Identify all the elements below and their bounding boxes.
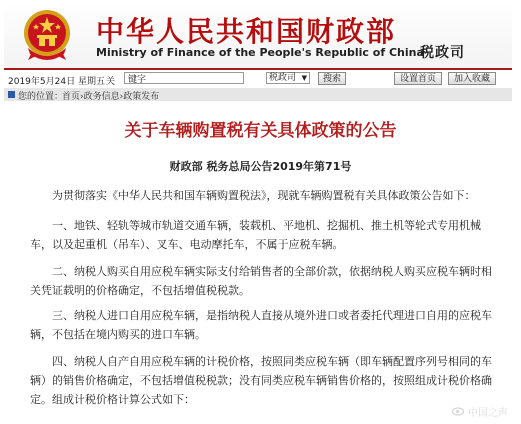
location-icon <box>8 91 15 98</box>
watermark-text: 中国之声 <box>468 408 508 419</box>
article-title: 关于车辆购置税有关具体政策的公告 <box>124 121 397 141</box>
article-paragraph: 二、纳税人购买自用应税车辆实际支付给销售者的全部价款，依据纳税人购买应税车辆时相关凭证载明的价格确定，不包括增值税税款。 <box>30 265 492 297</box>
breadcrumb-prefix: 您的位置： <box>18 92 64 102</box>
chevron-down-icon: ▼ <box>301 74 307 82</box>
article-paragraph: 一、地铁、轻轨等城市轨道交通车辆，装载机、平地机、挖掘机、推土机等轮式专用机械车，以及起重机（吊车）、叉车、电动摩托车，不属于应税车辆。 <box>30 219 481 251</box>
search-label: 关 <box>106 77 116 87</box>
national-emblem-icon <box>22 8 72 62</box>
set-homepage-button[interactable]: 设置首页 <box>394 72 442 85</box>
add-favorite-button[interactable]: 加入收藏 <box>448 72 496 85</box>
weibo-icon <box>452 404 465 416</box>
header-divider <box>4 68 512 70</box>
document-number: 财政部 税务总局公告2019年第71号 <box>169 160 352 173</box>
search-button[interactable]: 搜索 <box>318 72 346 85</box>
current-date: 2019年5月24日 星期五 <box>8 77 105 87</box>
site-title-chinese: 中华人民共和国财政部 <box>96 15 397 48</box>
breadcrumb-path[interactable]: 首页›政务信息›政策发布 <box>62 92 160 102</box>
department-name: 税政司 <box>420 45 465 61</box>
article-paragraph: 四、纳税人自产自用应税车辆的计税价格，按照同类应税车辆（即车辆配置序列号相同的车辆）的销售价格确定，不包括增值税税款；没有同类应税车辆销售价格的，按照组成计税价格确定。组成计税价格计算公式如下： <box>30 355 492 406</box>
section-select-value: 税政司 <box>269 73 297 83</box>
section-select[interactable] <box>266 72 310 84</box>
article-paragraph: 为贯彻落实《中华人民共和国车辆购置税法》，现就车辆购置税有关具体政策公告如下： <box>52 189 476 202</box>
article-paragraph: 三、纳税人进口自用应税车辆，是指纳税人直接从境外进口或者委托代理进口自用的应税车辆，不包括在境内购买的进口车辆。 <box>30 309 492 341</box>
toolbar <box>4 71 512 87</box>
site-title-english: Ministry of Finance of the People's Republic of China <box>96 46 424 59</box>
site-header <box>4 2 512 68</box>
breadcrumb <box>4 88 512 101</box>
search-input[interactable] <box>124 72 244 84</box>
